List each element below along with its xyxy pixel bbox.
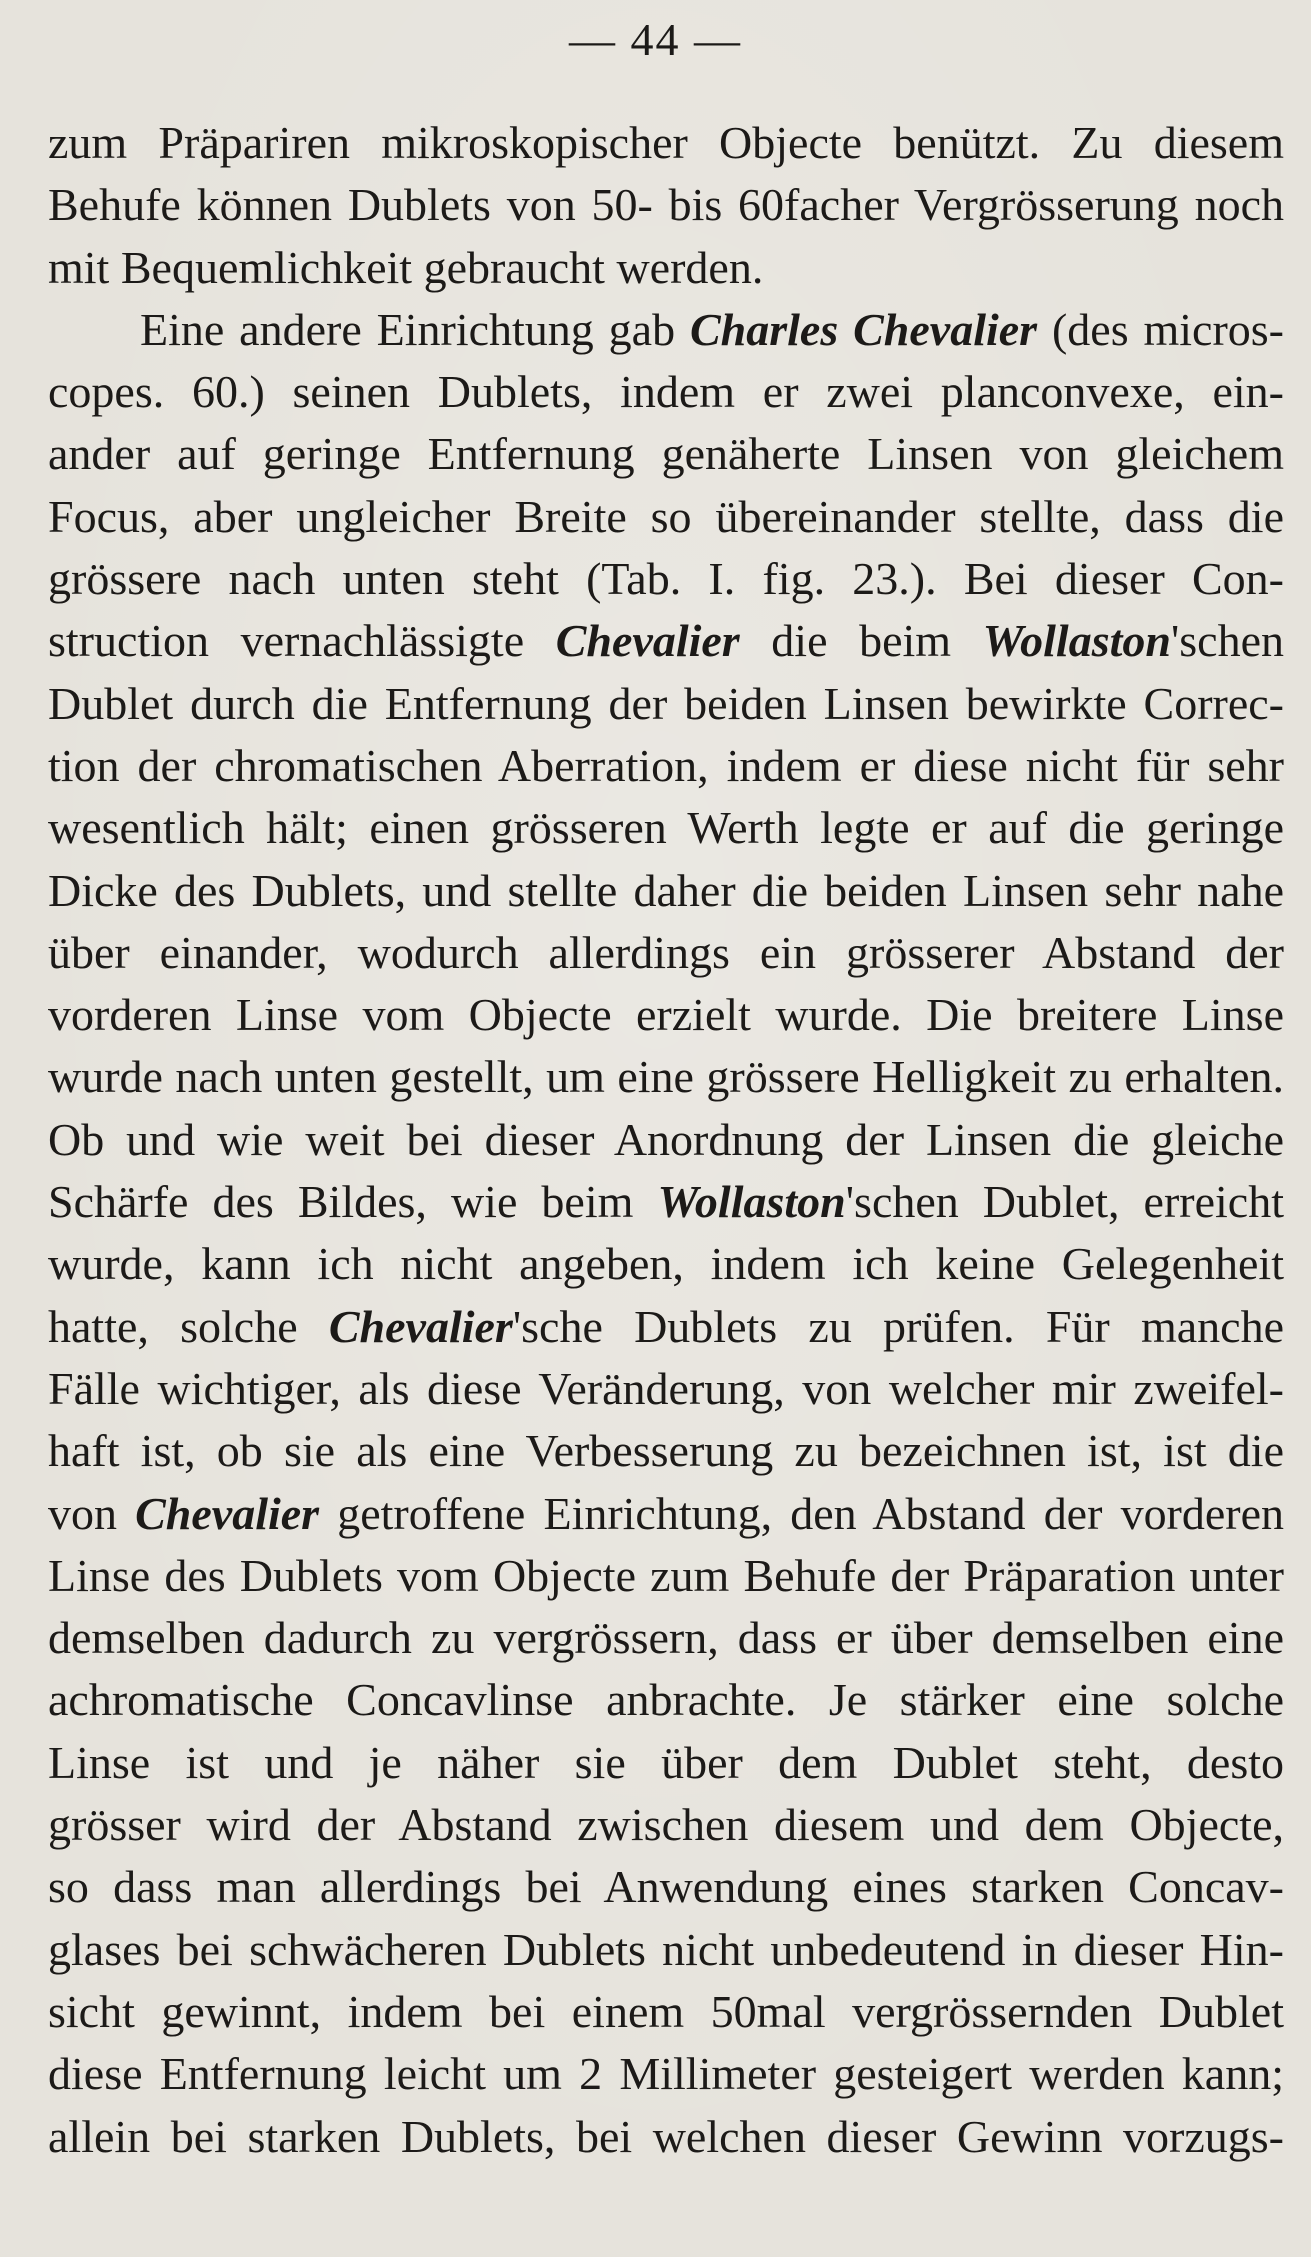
- text-segment: allein bei starken Dublets, bei welchen dieser Gewinn vorzugs-: [48, 2110, 1284, 2162]
- text-segment: grössere nach unten steht (Tab. I. fig. 23.). Bei dieser Con-: [48, 553, 1284, 605]
- text-line: [48, 1109, 1284, 1171]
- text-line: [48, 237, 1284, 299]
- text-line: [48, 1856, 1284, 1918]
- text-line: [48, 984, 1284, 1046]
- text-segment: struction vernachlässigte: [48, 615, 556, 667]
- text-line: [48, 1358, 1284, 1420]
- italic-name: Chevalier: [555, 615, 740, 667]
- text-segment: (des micros-: [1037, 303, 1284, 355]
- text-segment: 'schen Dublet, erreicht: [845, 1176, 1284, 1228]
- text-segment: diese Entfernung leicht um 2 Millimeter gesteigert werden kann;: [48, 2048, 1284, 2100]
- text-segment: wurde, kann ich nicht angeben, indem ich keine Gelegenheit: [48, 1238, 1284, 1290]
- text-segment: mit Bequemlichkeit gebraucht werden.: [48, 241, 764, 293]
- text-segment: grösser wird der Abstand zwischen diesem und dem Objecte,: [48, 1799, 1284, 1851]
- text-segment: Behufe können Dublets von 50- bis 60facher Vergrösserung noch: [48, 179, 1284, 231]
- text-segment: Dublet durch die Entfernung der beiden Linsen bewirkte Correc-: [48, 677, 1284, 729]
- text-segment: Schärfe des Bildes, wie beim: [48, 1176, 658, 1228]
- text-line: [48, 1296, 1284, 1358]
- text-line: [48, 673, 1284, 735]
- body-text: [48, 112, 1284, 2168]
- text-line: [48, 735, 1284, 797]
- text-line: [48, 1794, 1284, 1856]
- text-line: [48, 860, 1284, 922]
- text-segment: die beim: [739, 615, 983, 667]
- text-segment: Focus, aber ungleicher Breite so übereinander stellte, dass die: [48, 490, 1284, 542]
- italic-name: Wollaston: [982, 615, 1171, 667]
- text-segment: 'sche Dublets zu prüfen. Für manche: [512, 1300, 1284, 1352]
- text-segment: zum Präpariren mikroskopischer Objecte benützt. Zu diesem: [48, 117, 1284, 168]
- text-line: [48, 797, 1284, 859]
- text-segment: Linse des Dublets vom Objecte zum Behufe der Präparation unter: [48, 1549, 1284, 1601]
- text-segment: sicht gewinnt, indem bei einem 50mal vergrössernden Dublet: [48, 1985, 1284, 2037]
- text-segment: von: [48, 1487, 136, 1539]
- text-line: [48, 610, 1284, 672]
- text-segment: hatte, solche: [48, 1300, 329, 1352]
- text-line: [48, 2043, 1284, 2105]
- text-segment: Ob und wie weit bei dieser Anordnung der Linsen die gleiche: [48, 1113, 1284, 1165]
- text-line: [48, 1171, 1284, 1233]
- text-line: [48, 548, 1284, 610]
- text-segment: Fälle wichtiger, als diese Veränderung, von welcher mir zweifel-: [48, 1362, 1284, 1414]
- text-line: [48, 1981, 1284, 2043]
- italic-name: Wollaston: [657, 1176, 846, 1228]
- text-segment: so dass man allerdings bei Anwendung eines starken Concav-: [48, 1861, 1284, 1913]
- text-segment: 'schen: [1170, 615, 1284, 667]
- page-number: — 44 —: [569, 14, 742, 65]
- text-line: [48, 2106, 1284, 2168]
- text-segment: vorderen Linse vom Objecte erzielt wurde. Die breitere Linse: [48, 989, 1284, 1041]
- text-line: [48, 1046, 1284, 1108]
- text-line: [48, 922, 1284, 984]
- text-line: [48, 1420, 1284, 1482]
- text-segment: Linse ist und je näher sie über dem Dublet steht, desto: [48, 1736, 1284, 1788]
- text-segment: ander auf geringe Entfernung genäherte Linsen von gleichem: [48, 428, 1284, 480]
- text-segment: tion der chromatischen Aberration, indem er diese nicht für sehr: [48, 739, 1284, 791]
- text-segment: haft ist, ob sie als eine Verbesserung zu bezeichnen ist, ist die: [48, 1425, 1284, 1477]
- text-line: [48, 1545, 1284, 1607]
- text-segment: wurde nach unten gestellt, um eine grössere Helligkeit zu erhalten.: [48, 1051, 1284, 1103]
- text-segment: Dicke des Dublets, und stellte daher die beiden Linsen sehr nahe: [48, 864, 1284, 916]
- text-segment: glases bei schwächeren Dublets nicht unbedeutend in dieser Hin-: [48, 1923, 1284, 1975]
- text-segment: wesentlich hält; einen grösseren Werth legte er auf die geringe: [48, 802, 1284, 854]
- text-line: [48, 1919, 1284, 1981]
- text-segment: achromatische Concavlinse anbrachte. Je stärker eine solche: [48, 1674, 1284, 1726]
- text-segment: über einander, wodurch allerdings ein grösserer Abstand der: [48, 926, 1284, 978]
- text-line: [48, 486, 1284, 548]
- text-segment: getroffene Einrichtung, den Abstand der vorderen: [319, 1487, 1284, 1539]
- text-line: [48, 1483, 1284, 1545]
- text-line: [48, 423, 1284, 485]
- italic-name: Charles Chevalier: [689, 303, 1038, 355]
- text-line: [48, 1732, 1284, 1794]
- text-line: [48, 1607, 1284, 1669]
- italic-name: Chevalier: [135, 1487, 320, 1539]
- italic-name: Chevalier: [328, 1300, 513, 1352]
- text-line: [48, 112, 1284, 174]
- text-line: [48, 1233, 1284, 1295]
- text-line: [48, 1669, 1284, 1731]
- text-segment: copes. 60.) seinen Dublets, indem er zwei planconvexe, ein-: [48, 366, 1284, 418]
- text-line: [48, 299, 1284, 361]
- text-segment: demselben dadurch zu vergrössern, dass er über demselben eine: [48, 1612, 1284, 1664]
- text-segment: Eine andere Einrichtung gab: [140, 303, 690, 355]
- text-line: [48, 361, 1284, 423]
- text-line: [48, 174, 1284, 236]
